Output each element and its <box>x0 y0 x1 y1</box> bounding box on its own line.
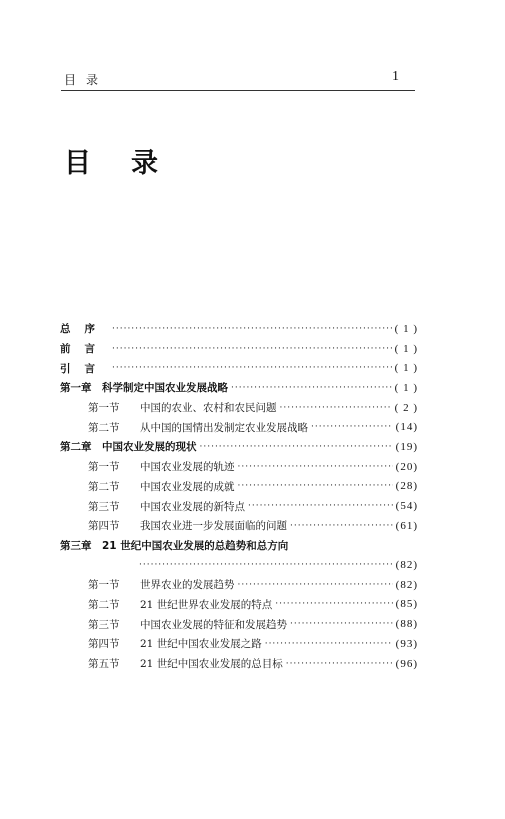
running-header-page-number: 1 <box>392 69 399 84</box>
toc-section-title: 21 世纪中国农业发展的总目标 <box>140 658 283 671</box>
page-title: 目录 <box>64 148 198 179</box>
toc-leader-dots <box>238 462 393 472</box>
toc-section-3-1[interactable] <box>60 575 418 595</box>
toc-entry-title: 前言 <box>60 343 109 356</box>
toc-entry-general-preface[interactable] <box>60 319 418 339</box>
toc-entry-page: (85) <box>395 598 418 611</box>
toc-section-number: 第五节 <box>88 658 120 671</box>
toc-section-number: 第三节 <box>88 618 120 631</box>
toc-section-3-2[interactable] <box>60 595 418 615</box>
toc-entry-page: ( 1 ) <box>394 342 418 355</box>
toc-section-title: 中国农业发展的轨迹 <box>140 461 235 474</box>
toc-chapter-1[interactable] <box>60 378 418 398</box>
toc-section-title: 从中国的国情出发制定农业发展战略 <box>140 421 308 434</box>
table-of-contents <box>60 319 418 673</box>
toc-section-number: 第三节 <box>88 500 120 513</box>
header-rule <box>61 90 415 91</box>
toc-section-title: 中国农业发展的特征和发展趋势 <box>140 618 287 631</box>
toc-entry-page: ( 2 ) <box>394 401 418 414</box>
toc-section-number: 第二节 <box>88 421 120 434</box>
toc-chapter-3[interactable] <box>60 536 418 556</box>
toc-chapter-title: 第三章 21 世纪中国农业发展的总趋势和总方向 <box>60 539 289 552</box>
toc-section-2-2[interactable] <box>60 477 418 497</box>
toc-leader-dots <box>311 422 393 432</box>
toc-leader-dots <box>139 560 393 570</box>
toc-chapter-3-continuation[interactable] <box>60 555 418 575</box>
toc-entry-page: ( 1 ) <box>394 381 418 394</box>
toc-leader-dots <box>286 659 393 669</box>
toc-entry-page: (14) <box>395 421 418 434</box>
toc-section-number: 第一节 <box>88 579 120 592</box>
toc-entry-page: (19) <box>395 440 418 453</box>
toc-section-title: 中国农业发展的成就 <box>140 480 235 493</box>
toc-section-title: 世界农业的发展趋势 <box>140 579 235 592</box>
toc-section-number: 第一节 <box>88 461 120 474</box>
toc-entry-title: 引言 <box>60 362 109 375</box>
toc-leader-dots <box>265 639 393 649</box>
toc-section-title: 21 世纪世界农业发展的特点 <box>140 598 273 611</box>
toc-entry-page: (88) <box>395 618 418 631</box>
toc-section-title: 21 世纪中国农业发展之路 <box>140 638 262 651</box>
toc-entry-page: (82) <box>395 578 418 591</box>
toc-section-title: 我国农业进一步发展面临的问题 <box>140 520 287 533</box>
toc-section-3-4[interactable] <box>60 634 418 654</box>
toc-section-title: 中国农业发展的新特点 <box>140 500 245 513</box>
running-header-label: 目录 <box>64 73 109 87</box>
toc-leader-dots <box>112 344 392 354</box>
toc-section-2-3[interactable] <box>60 496 418 516</box>
toc-section-1-1[interactable] <box>60 398 418 418</box>
toc-section-number: 第一节 <box>88 402 120 415</box>
toc-leader-dots <box>290 619 393 629</box>
toc-section-number: 第二节 <box>88 480 120 493</box>
toc-section-2-4[interactable] <box>60 516 418 536</box>
toc-leader-dots <box>238 481 393 491</box>
toc-leader-dots <box>248 501 393 511</box>
toc-entry-title: 总序 <box>60 323 109 336</box>
toc-leader-dots <box>200 442 393 452</box>
toc-chapter-title: 第一章 科学制定中国农业发展战略 <box>60 382 228 395</box>
toc-entry-page: ( 1 ) <box>394 362 418 375</box>
toc-chapter-2[interactable] <box>60 437 418 457</box>
toc-leader-dots <box>238 580 393 590</box>
toc-section-number: 第二节 <box>88 598 120 611</box>
toc-entry-introduction[interactable] <box>60 358 418 378</box>
toc-leader-dots <box>280 403 392 413</box>
toc-chapter-title: 第二章 中国农业发展的现状 <box>60 441 197 454</box>
toc-leader-dots <box>231 383 392 393</box>
toc-leader-dots <box>275 599 392 609</box>
toc-entry-page: (54) <box>395 500 418 513</box>
toc-leader-dots <box>290 521 393 531</box>
toc-entry-page: (61) <box>395 519 418 532</box>
toc-entry-page: (96) <box>395 657 418 670</box>
toc-entry-foreword[interactable] <box>60 339 418 359</box>
toc-entry-page: ( 1 ) <box>394 322 418 335</box>
toc-section-2-1[interactable] <box>60 457 418 477</box>
toc-entry-page: (28) <box>395 480 418 493</box>
toc-section-number: 第四节 <box>88 520 120 533</box>
toc-section-1-2[interactable] <box>60 417 418 437</box>
toc-section-3-3[interactable] <box>60 614 418 634</box>
toc-leader-dots <box>112 324 392 334</box>
toc-section-3-5[interactable] <box>60 654 418 674</box>
toc-entry-page: (93) <box>395 637 418 650</box>
toc-section-number: 第四节 <box>88 638 120 651</box>
toc-leader-dots <box>112 363 392 373</box>
toc-entry-page: (20) <box>395 460 418 473</box>
toc-entry-page: (82) <box>395 559 418 572</box>
toc-section-title: 中国的农业、农村和农民问题 <box>140 402 277 415</box>
